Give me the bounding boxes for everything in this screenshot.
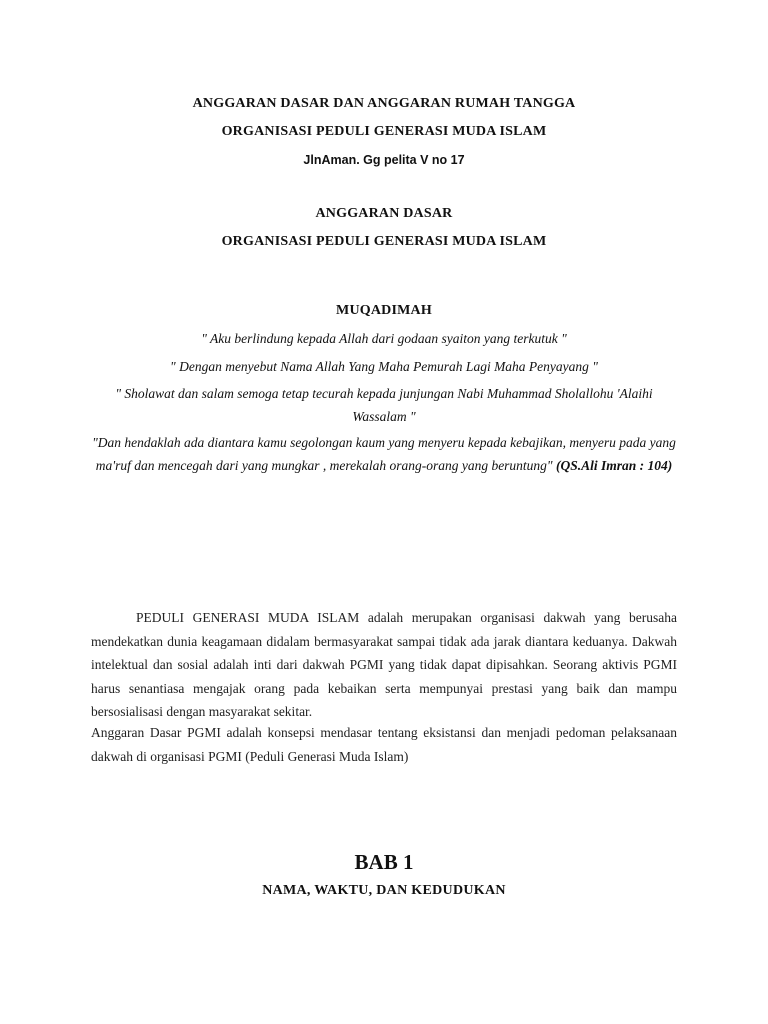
quote-verse-reference: (QS.Ali Imran : 104) <box>555 458 673 473</box>
chapter-title: BAB 1 <box>354 850 414 874</box>
quote-taawudz: " Aku berlindung kepada Allah dari godaan syaiton yang terkutuk " <box>201 331 567 346</box>
quote-verse-text: "Dan hendaklah ada diantara kamu segolongan kaum yang menyeru kepada kebajikan, menyeru pada yang ma'ruf dan mencegah dari yang mungkar , merekalah orang-orang yang beruntung" <box>92 435 676 473</box>
chapter-subtitle: NAMA, WAKTU, DAN KEDUDUKAN <box>262 883 506 898</box>
section-subtitle: ORGANISASI PEDULI GENERASI MUDA ISLAM <box>221 234 547 249</box>
body-paragraph-1: PEDULI GENERASI MUDA ISLAM adalah merupakan organisasi dakwah yang berusaha mendekatkan dunia keagamaan didalam bermasyarakat sampai tidak ada jarak diantara keduanya. Dakwah intelektual dan sosial adalah inti dari dakwah PGMI yang tidak dapat dipisahkan. Seorang aktivis PGMI harus senantiasa mengajak orang pada kebaikan serta mempunyai prestasi yang baik dan mampu bersosialisasi dengan masyarakat sekitar. <box>91 610 677 719</box>
section-title: ANGGARAN DASAR <box>315 206 453 221</box>
quote-sholawat: " Sholawat dan salam semoga tetap tecurah kepada junjungan Nabi Muhammad Sholallohu 'Alaihi Wassalam " <box>115 386 653 424</box>
quote-verse <box>92 431 676 477</box>
organization-name: ORGANISASI PEDULI GENERASI MUDA ISLAM <box>221 124 547 139</box>
document-title: ANGGARAN DASAR DAN ANGGARAN RUMAH TANGGA <box>192 96 576 111</box>
quote-basmalah: " Dengan menyebut Nama Allah Yang Maha Pemurah Lagi Maha Penyayang " <box>170 359 598 374</box>
muqadimah-heading: MUQADIMAH <box>336 303 432 318</box>
body-paragraph-2: Anggaran Dasar PGMI adalah konsepsi mendasar tentang eksistansi dan menjadi pedoman pelaksanaan dakwah di organisasi PGMI (Peduli Generasi Muda Islam) <box>91 725 677 764</box>
organization-address: JlnAman. Gg pelita V no 17 <box>303 153 465 167</box>
